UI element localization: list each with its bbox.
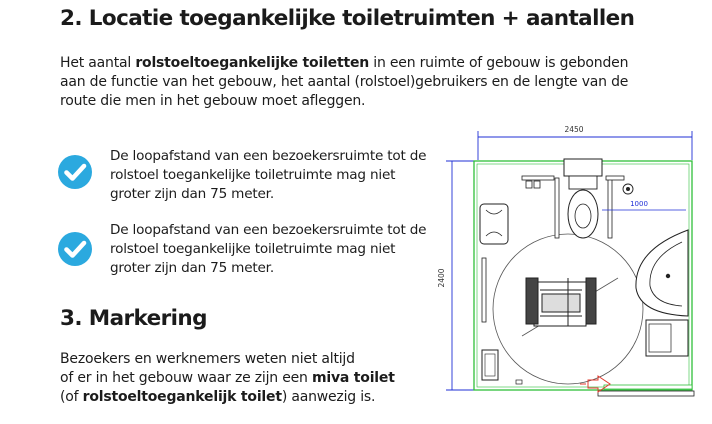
outro-line-2 xyxy=(60,369,440,388)
washbasin-drain xyxy=(666,274,670,278)
toilet-paper-holder-core xyxy=(626,187,630,191)
outro-line-3-end: ) aanwezig is. xyxy=(281,389,376,405)
section-3-title: 3. Markering xyxy=(60,306,207,331)
wheelchair xyxy=(526,278,596,326)
section-3-text xyxy=(60,350,440,407)
fold-down-seat xyxy=(480,204,508,244)
toilet-seat-base xyxy=(569,176,597,189)
grab-rail-right xyxy=(608,178,612,238)
outro-line-1: Bezoekers en werknemers weten niet altijd xyxy=(60,351,355,367)
check-circle-icon xyxy=(58,232,92,266)
wall-fitting-1 xyxy=(526,181,532,188)
wall-rail-top-right xyxy=(606,176,624,180)
bin-cabinet-inner xyxy=(485,354,495,376)
dimension-left xyxy=(446,161,474,390)
door-leaf xyxy=(598,391,694,396)
section-2-intro xyxy=(60,54,640,111)
bullet-text-1: De loopafstand van een bezoekersruimte tot de rolstoel toegankelijke toiletruimte mag niet groter zijn dan 75 meter. xyxy=(110,148,427,202)
outro-bold-rolstoel: rolstoeltoegankelijk toilet xyxy=(82,389,282,405)
bullet-text-2: De loopafstand van een bezoekersruimte tot de rolstoel toegankelijke toiletruimte mag niet groter zijn dan 75 meter. xyxy=(110,222,427,276)
clearance-label: 1000 xyxy=(630,200,648,208)
cabinet-front xyxy=(649,324,671,352)
wall-rail-top-left xyxy=(522,176,554,180)
accessible-toilet-floorplan xyxy=(422,118,712,424)
intro-text-start: Het aantal xyxy=(60,55,136,71)
dimension-top xyxy=(478,131,692,160)
section-2-title: 2. Locatie toegankelijke toiletruimten + aantallen xyxy=(60,6,635,31)
grab-rail-left xyxy=(555,178,559,238)
outro-line-3-open: (of xyxy=(60,389,83,405)
floor-drain xyxy=(516,380,522,384)
toilet-bowl xyxy=(568,190,598,238)
toilet-cistern xyxy=(564,159,602,176)
wall-fitting-2 xyxy=(534,181,540,188)
check-circle-icon xyxy=(58,155,92,189)
intro-text-bold: rolstoeltoegankelijke toiletten xyxy=(135,55,370,71)
dimension-width-label: 2450 xyxy=(564,125,584,134)
outro-bold-miva: miva toilet xyxy=(311,370,395,386)
dimension-height-label: 2400 xyxy=(437,268,446,288)
intro-text-end: in een ruimte of gebouw is gebonden aan de functie van het gebouw, het aantal (rolstoel)gebruikers en de lengte van de route die men in het gebouw moet afleggen. xyxy=(60,55,629,109)
outro-line-3 xyxy=(60,388,440,407)
door-threshold xyxy=(604,385,692,389)
outro-line-2-text: of er in het gebouw waar ze zijn een xyxy=(60,370,312,386)
vertical-rail-left xyxy=(482,258,486,322)
